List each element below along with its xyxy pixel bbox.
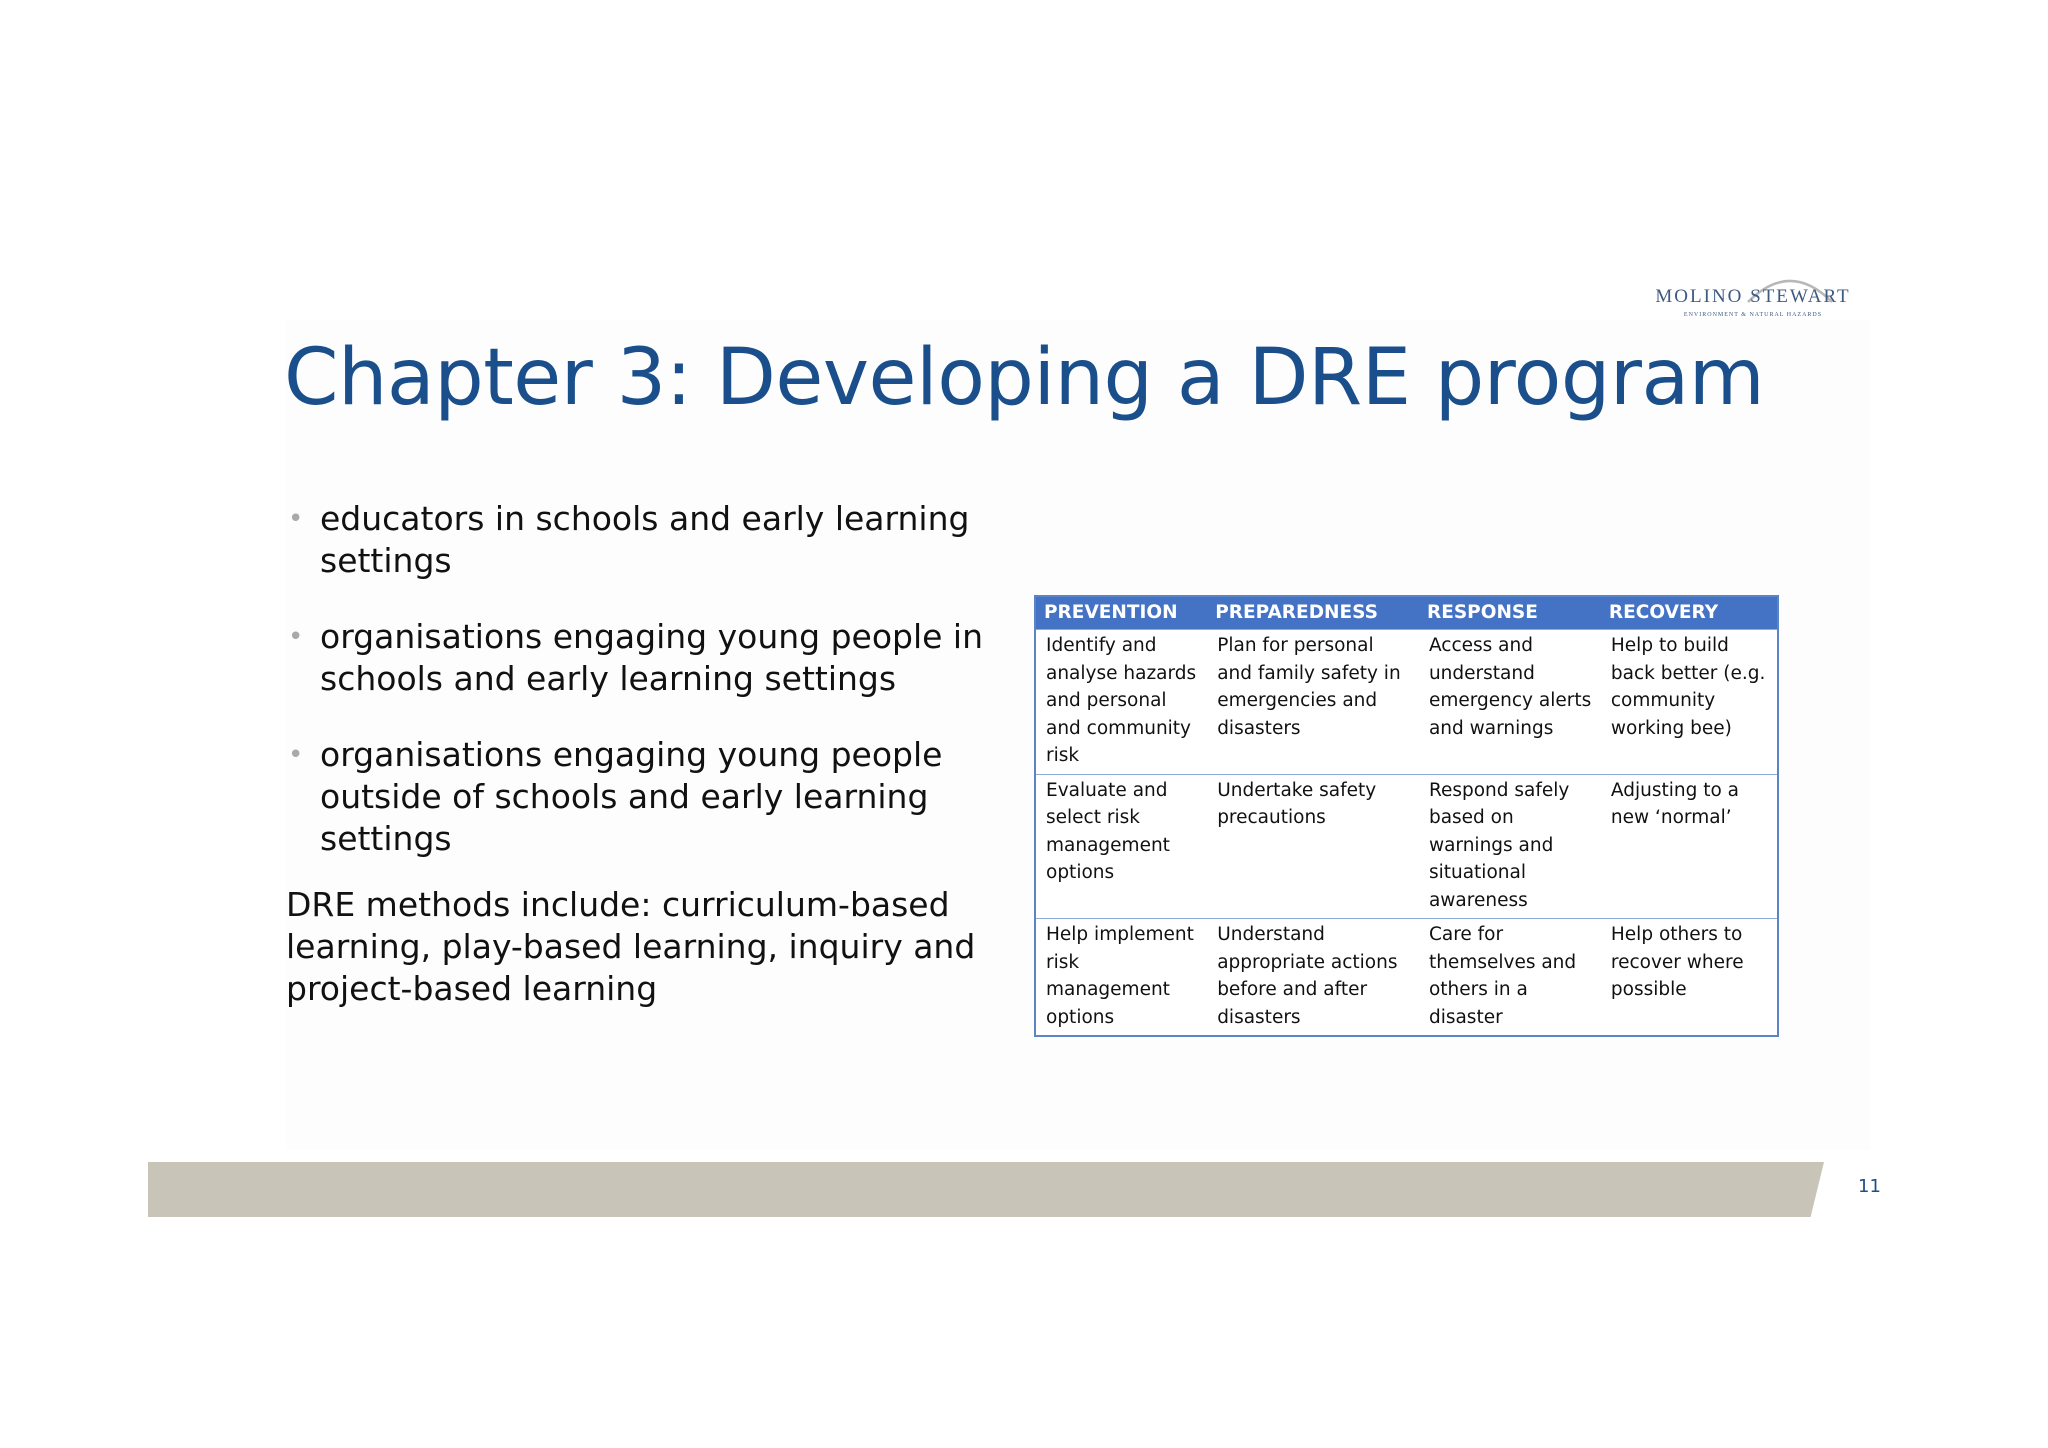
table-header-row (1035, 596, 1778, 630)
audience-bullet-list (286, 498, 986, 894)
table-cell: Identify and analyse hazards and personal and community risk (1035, 630, 1207, 775)
table-cell: Help to build back better (e.g. community working bee) (1601, 630, 1778, 775)
table-row (1035, 630, 1778, 775)
table-cell: Help others to recover where possible (1601, 919, 1778, 1037)
slide-title: Chapter 3: Developing a DRE program (284, 333, 1765, 423)
table-row (1035, 919, 1778, 1037)
table-cell: Respond safely based on warnings and situational awareness (1419, 774, 1601, 919)
bullet-dot-icon: • (288, 504, 304, 534)
table-header-preparedness: PREPAREDNESS (1207, 596, 1419, 630)
table-cell: Care for themselves and others in a disaster (1419, 919, 1601, 1037)
table-header-prevention: PREVENTION (1035, 596, 1207, 630)
footer-band (148, 1162, 1824, 1217)
molino-stewart-logo (1640, 266, 1866, 324)
bullet-dot-icon: • (288, 622, 304, 652)
table-header-response: RESPONSE (1419, 596, 1601, 630)
bullet-item (286, 498, 986, 582)
table-row (1035, 774, 1778, 919)
bullet-text: organisations engaging young people in schools and early learning settings (320, 617, 984, 698)
dre-phases-table (1034, 595, 1779, 1037)
logo-tagline: ENVIRONMENT & NATURAL HAZARDS (1683, 312, 1823, 318)
bullet-dot-icon: • (288, 740, 304, 770)
table-cell: Plan for personal and family safety in emergencies and disasters (1207, 630, 1419, 775)
page-number: 11 (1858, 1176, 1881, 1197)
table-cell: Help implement risk management options (1035, 919, 1207, 1037)
bullet-text: educators in schools and early learning settings (320, 499, 970, 580)
table-cell: Understand appropriate actions before and after disasters (1207, 919, 1419, 1037)
table-cell: Adjusting to a new ‘normal’ (1601, 774, 1778, 919)
table-header-recovery: RECOVERY (1601, 596, 1778, 630)
logo-name: MOLINO STEWART (1655, 286, 1851, 307)
table-cell: Evaluate and select risk management options (1035, 774, 1207, 919)
table-cell: Access and understand emergency alerts and warnings (1419, 630, 1601, 775)
bullet-item (286, 734, 986, 860)
bullet-item (286, 616, 986, 700)
dre-methods-text: DRE methods include: curriculum-based learning, play-based learning, inquiry and project-based learning (286, 885, 976, 1008)
table-cell: Undertake safety precautions (1207, 774, 1419, 919)
bullet-text: organisations engaging young people outside of schools and early learning settings (320, 735, 943, 858)
